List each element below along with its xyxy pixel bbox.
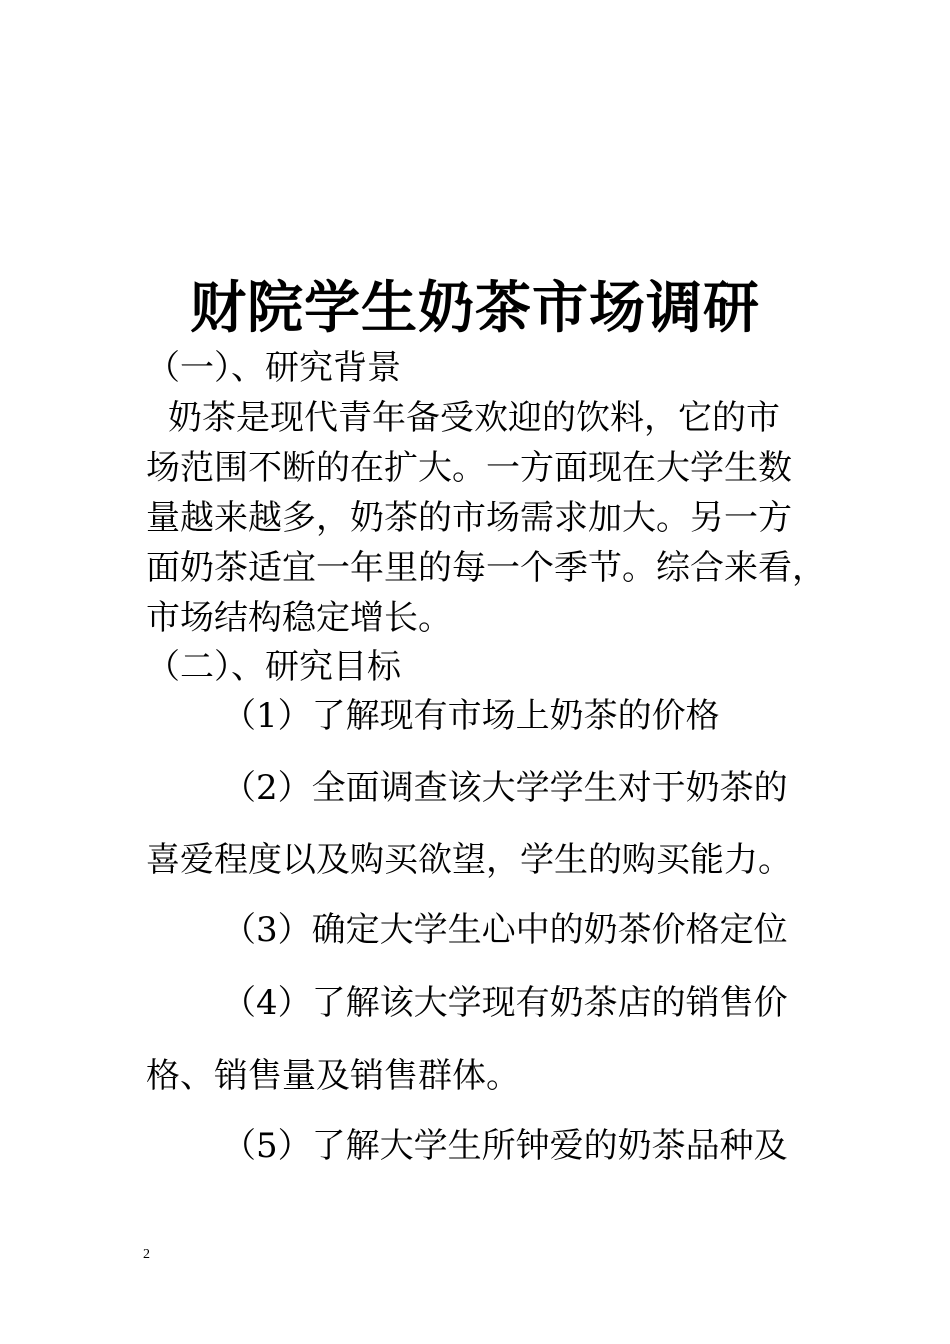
paragraph-line: 奶茶是现代青年备受欢迎的饮料，它的市 — [168, 398, 780, 438]
section-heading-background: （一）、研究背景 — [146, 348, 401, 388]
objective-item-continuation: 格、销售量及销售群体。 — [146, 1056, 520, 1096]
objective-item: （4）了解该大学现有奶茶店的销售价 — [222, 983, 788, 1023]
page-number: 2 — [143, 1247, 150, 1262]
section-heading-objectives: （二）、研究目标 — [146, 647, 401, 687]
paragraph-line: 面奶茶适宜一年里的每一个季节。综合来看， — [146, 548, 826, 588]
objective-item: （1）了解现有市场上奶茶的价格 — [222, 696, 720, 736]
paragraph-line: 市场结构稳定增长。 — [146, 598, 452, 638]
paragraph-line: 量越来越多，奶茶的市场需求加大。另一方 — [146, 498, 792, 538]
objective-item: （3）确定大学生心中的奶茶价格定位 — [222, 910, 788, 950]
document-title: 财院学生奶茶市场调研 — [190, 275, 760, 341]
objective-item: （5）了解大学生所钟爱的奶茶品种及 — [222, 1126, 788, 1166]
objective-item-continuation: 喜爱程度以及购买欲望，学生的购买能力。 — [146, 840, 792, 880]
objective-item: （2）全面调查该大学学生对于奶茶的 — [222, 768, 788, 808]
paragraph-line: 场范围不断的在扩大。一方面现在大学生数 — [146, 448, 792, 488]
